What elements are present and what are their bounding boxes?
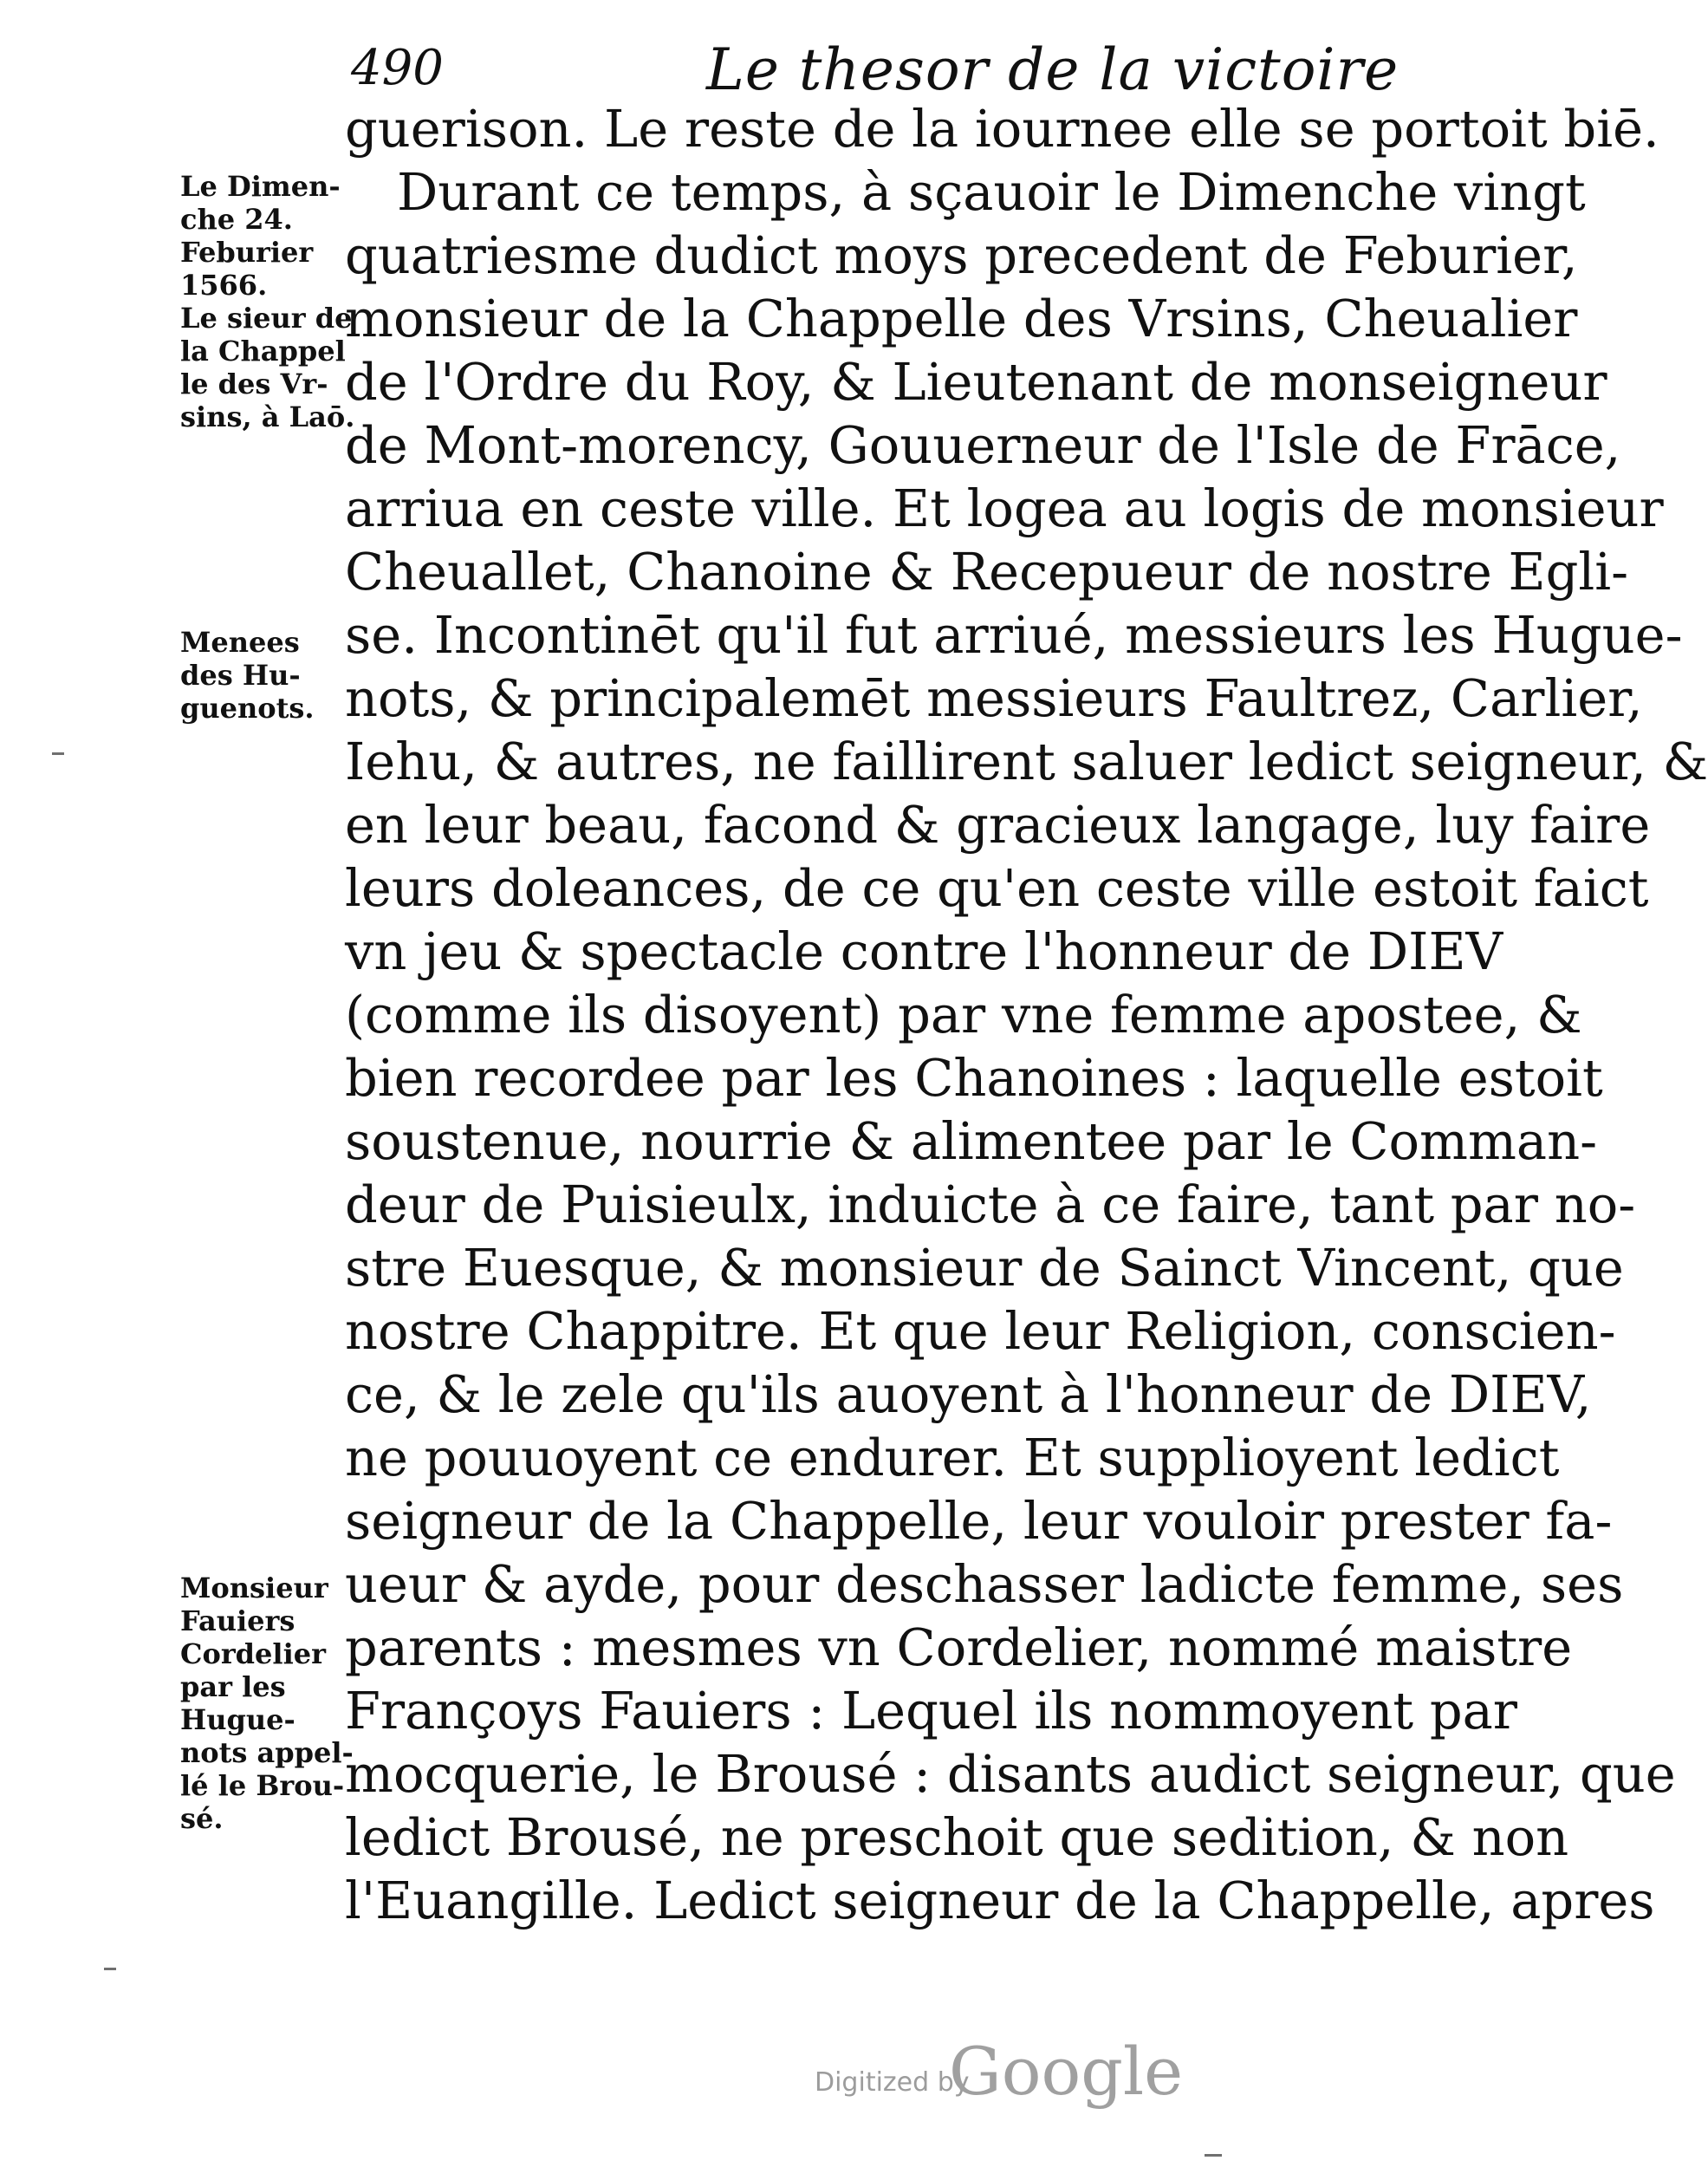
text-line: Iehu, & autres, ne faillirent saluer ledict seigneur, & <box>345 732 1708 791</box>
margin-note-line: Hugue- <box>180 1703 295 1736</box>
margin-note-line: des Hu- <box>180 659 301 692</box>
scan-mark <box>1205 2154 1222 2157</box>
google-logo: Google <box>949 2033 1184 2110</box>
margin-note-line: la Chappel <box>180 335 346 368</box>
margin-note-line: 1566. <box>180 269 268 302</box>
running-title: Le thesor de la victoire <box>706 36 1400 103</box>
text-line: ne pouuoyent ce endurer. Et supplioyent ledict <box>345 1428 1560 1487</box>
margin-note-line: Fauiers <box>180 1604 295 1637</box>
text-line: quatriesme dudict moys precedent de Feburier, <box>345 225 1578 285</box>
text-line: guerison. Le reste de la iournee elle se portoit biē. <box>345 99 1659 159</box>
margin-note-line: nots appel- <box>180 1736 354 1769</box>
text-line: vn jeu & spectacle contre l'honneur de DIEV <box>345 921 1503 981</box>
text-line: de Mont-morency, Gouuerneur de l'Isle de Frāce, <box>345 415 1621 475</box>
text-line: ueur & ayde, pour deschasser ladicte femme, ses <box>345 1554 1624 1614</box>
text-line: de l'Ordre du Roy, & Lieutenant de monseigneur <box>345 352 1607 412</box>
margin-note-line: guenots. <box>180 692 315 725</box>
text-line: arriua en ceste ville. Et logea au logis de monsieur <box>345 478 1664 538</box>
text-line: parents : mesmes vn Cordelier, nommé maistre <box>345 1617 1573 1677</box>
scan-mark <box>52 752 64 755</box>
margin-note-line: le des Vr- <box>180 368 328 400</box>
margin-note-line: sé. <box>180 1802 224 1835</box>
margin-note-line: Le Dimen- <box>180 170 341 203</box>
text-line: ce, & le zele qu'ils auoyent à l'honneur de DIEV, <box>345 1364 1592 1424</box>
text-line: nostre Chappitre. Et que leur Religion, conscien- <box>345 1301 1616 1361</box>
margin-note-line: Cordelier <box>180 1637 326 1670</box>
text-line: stre Euesque, & monsieur de Sainct Vincent, que <box>345 1238 1624 1298</box>
text-line: soustenue, nourrie & alimentee par le Comman- <box>345 1111 1598 1171</box>
text-line: leurs doleances, de ce qu'en ceste ville estoit faict <box>345 858 1649 918</box>
text-line: nots, & principalemēt messieurs Faultrez, Carlier, <box>345 668 1643 728</box>
margin-note-line: Le sieur de <box>180 302 353 335</box>
margin-note-line: lé le Brou- <box>180 1769 345 1802</box>
text-line: Durant ce temps, à sçauoir le Dimenche vingt <box>397 162 1586 222</box>
text-line: monsieur de la Chappelle des Vrsins, Cheualier <box>345 289 1578 348</box>
text-line: ledict Brousé, ne preschoit que sedition, & non <box>345 1807 1569 1867</box>
text-line: bien recordee par les Chanoines : laquelle estoit <box>345 1048 1603 1108</box>
text-line: mocquerie, le Brousé : disants audict seigneur, que <box>345 1744 1676 1804</box>
margin-note-line: Menees <box>180 626 300 659</box>
margin-note-line: che 24. <box>180 203 293 236</box>
main-text <box>345 97 1708 1932</box>
margin-note-line: Feburier <box>180 236 314 269</box>
text-line: deur de Puisieulx, induicte à ce faire, tant par no- <box>345 1175 1636 1234</box>
text-line: Françoys Fauiers : Lequel ils nommoyent par <box>345 1681 1517 1741</box>
margin-note-date <box>180 170 354 433</box>
page-number: 490 <box>351 40 444 96</box>
text-line: l'Euangille. Ledict seigneur de la Chappelle, apres <box>345 1871 1655 1930</box>
margin-note-line: Monsieur <box>180 1572 328 1604</box>
digitized-by-label: Digitized by <box>815 2067 970 2098</box>
text-line: en leur beau, facond & gracieux langage, luy faire <box>345 795 1651 855</box>
digitization-footer <box>0 2033 1550 2111</box>
margin-note-line: par les <box>180 1670 286 1703</box>
margin-note-fauiers <box>180 1572 354 1835</box>
margin-note-menees <box>180 626 354 725</box>
text-line: se. Incontinēt qu'il fut arriué, messieurs les Hugue- <box>345 605 1683 665</box>
text-line: (comme ils disoyent) par vne femme apostee, & <box>345 985 1582 1044</box>
text-line: seigneur de la Chappelle, leur vouloir prester fa- <box>345 1491 1613 1551</box>
margin-note-line: sins, à Laō. <box>180 400 355 433</box>
scan-mark <box>104 1968 116 1970</box>
text-line: Cheuallet, Chanoine & Recepueur de nostre Egli- <box>345 542 1629 602</box>
